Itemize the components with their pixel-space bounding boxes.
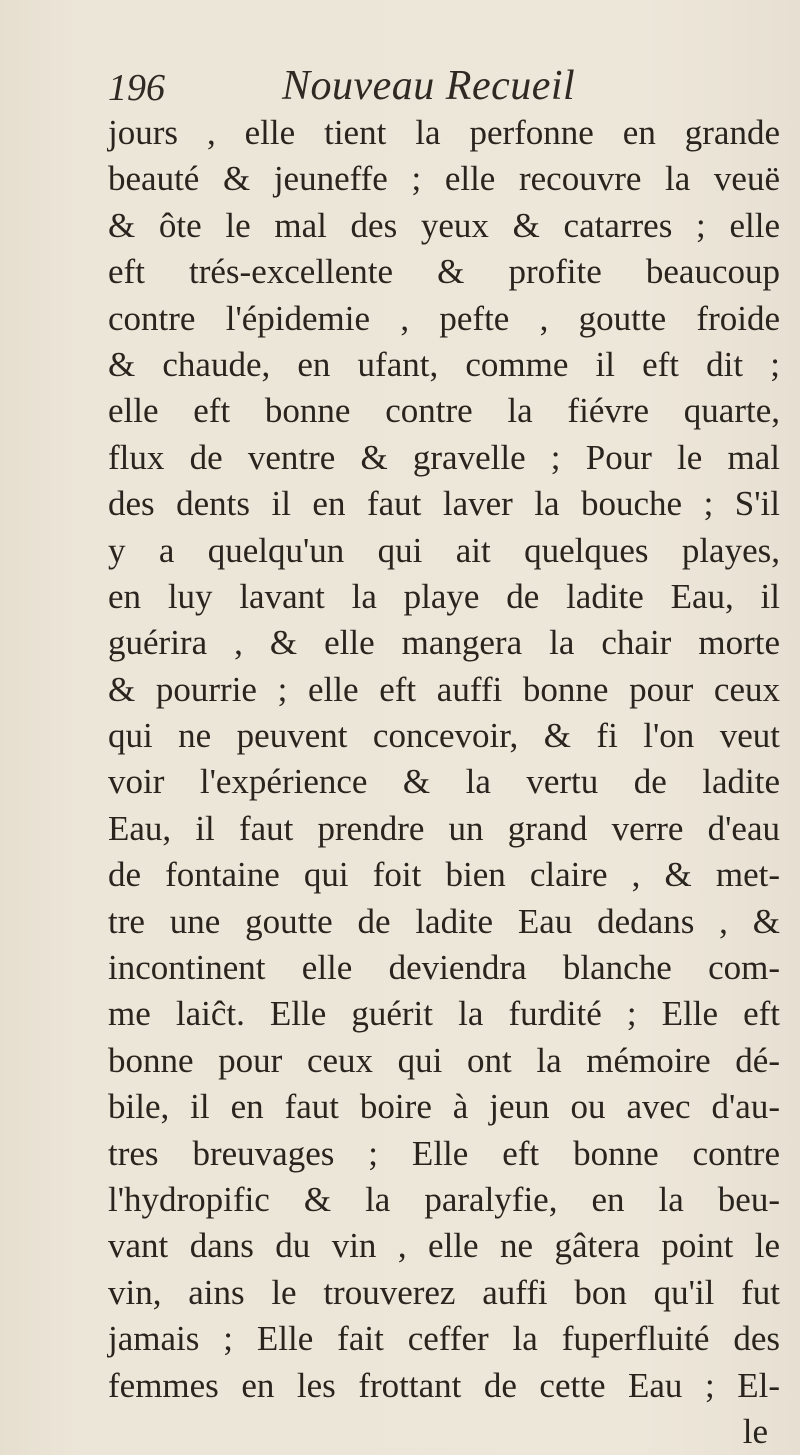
page-number: 196 — [108, 67, 165, 109]
text-line: incontinent elle deviendra blanche com- — [108, 948, 780, 988]
text-line: jours , elle tient la perfonne en grande — [108, 113, 780, 152]
body-text — [108, 110, 780, 1455]
text-line: qui ne peuvent concevoir, & fi l'on veut — [108, 716, 780, 756]
text-line: bile, il en faut boire à jeun ou avec d'au- — [108, 1087, 780, 1127]
text-line: Eau, il faut prendre un grand verre d'eau — [108, 808, 780, 848]
text-line: en luy lavant la playe de ladite Eau, il — [108, 576, 780, 616]
text-line: vant dans du vin , elle ne gâtera point le — [108, 1226, 780, 1266]
page-header — [108, 62, 768, 110]
catchword: le — [742, 1411, 768, 1451]
text-line: femmes en les frottant de cette Eau ; El- — [108, 1365, 780, 1405]
text-line: & pourrie ; elle eft auffi bonne pour ceux — [108, 669, 780, 709]
text-line: y a quelqu'un qui ait quelques playes, — [108, 530, 780, 570]
text-line: me laiĉt. Elle guérit la furdité ; Elle eft — [108, 994, 780, 1034]
text-line: des dents il en faut laver la bouche ; S'il — [108, 484, 780, 524]
text-line: de fontaine qui foit bien claire , & met- — [108, 855, 780, 895]
text-line: l'hydropific & la paralyfie, en la beu- — [108, 1179, 780, 1219]
text-line: jamais ; Elle fait ceffer la fuperfluité des — [108, 1319, 780, 1359]
text-line: contre l'épidemie , pefte , goutte froide — [108, 298, 780, 338]
text-line: beauté & jeuneffe ; elle recouvre la veuë — [108, 159, 780, 199]
text-line: bonne pour ceux qui ont la mémoire dé- — [108, 1040, 780, 1080]
text-line: eft trés-excellente & profite beaucoup — [108, 252, 780, 292]
text-line: guérira , & elle mangera la chair morte — [108, 623, 780, 663]
text-line: tres breuvages ; Elle eft bonne contre — [108, 1133, 780, 1173]
text-line: & ôte le mal des yeux & catarres ; elle — [108, 205, 780, 245]
text-line: & chaude, en ufant, comme il eft dit ; — [108, 344, 780, 384]
text-line: vin, ains le trouverez auffi bon qu'il fut — [108, 1272, 780, 1312]
text-line: voir l'expérience & la vertu de ladite — [108, 762, 780, 802]
running-title: Nouveau Recueil — [282, 63, 576, 109]
text-line: elle eft bonne contre la fiévre quarte, — [108, 391, 780, 431]
text-line: flux de ventre & gravelle ; Pour le mal — [108, 437, 780, 477]
text-line: tre une goutte de ladite Eau dedans , & — [108, 901, 780, 941]
